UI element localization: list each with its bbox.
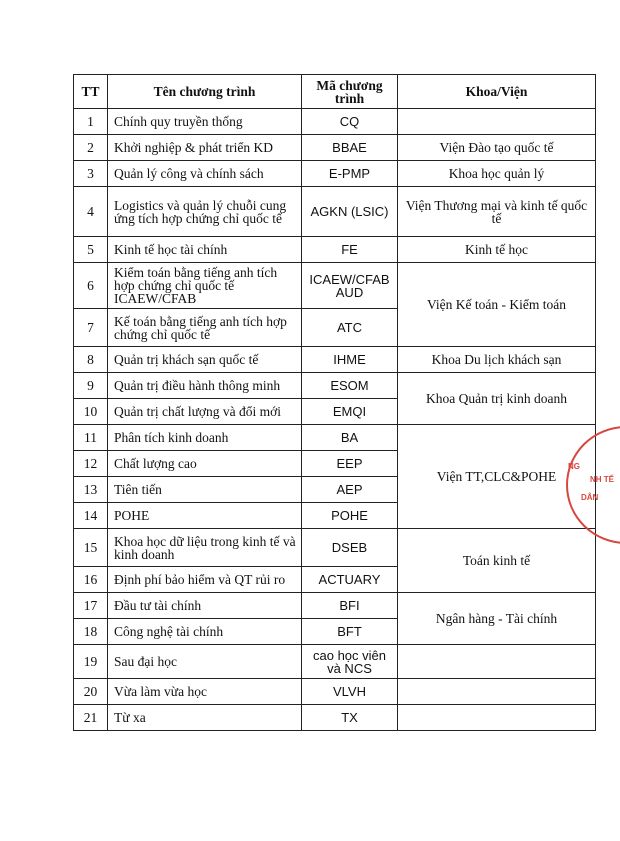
row-number: 5 bbox=[74, 237, 108, 263]
program-name: Kiểm toán bằng tiếng anh tích hợp chứng chỉ quốc tế ICAEW/CFAB bbox=[108, 263, 302, 309]
header-faculty: Khoa/Viện bbox=[398, 75, 596, 109]
program-code: ACTUARY bbox=[302, 567, 398, 593]
stamp-text: NG bbox=[568, 462, 580, 471]
row-number: 19 bbox=[74, 645, 108, 679]
faculty-name: Khoa Du lịch khách sạn bbox=[398, 347, 596, 373]
program-name: Phân tích kinh doanh bbox=[108, 425, 302, 451]
program-name: Khoa học dữ liệu trong kinh tế và kinh doanh bbox=[108, 529, 302, 567]
row-number: 2 bbox=[74, 135, 108, 161]
program-code: VLVH bbox=[302, 679, 398, 705]
table-header-row bbox=[74, 75, 596, 109]
program-code: FE bbox=[302, 237, 398, 263]
program-code: IHME bbox=[302, 347, 398, 373]
table-row bbox=[74, 373, 596, 399]
program-code: BBAE bbox=[302, 135, 398, 161]
program-code: BA bbox=[302, 425, 398, 451]
program-code: EEP bbox=[302, 451, 398, 477]
faculty-name: Viện Đào tạo quốc tế bbox=[398, 135, 596, 161]
program-code: cao học viên và NCS bbox=[302, 645, 398, 679]
faculty-name bbox=[398, 645, 596, 679]
program-name: Quản trị khách sạn quốc tế bbox=[108, 347, 302, 373]
program-name: Vừa làm vừa học bbox=[108, 679, 302, 705]
table-row bbox=[74, 161, 596, 187]
table-row bbox=[74, 593, 596, 619]
row-number: 13 bbox=[74, 477, 108, 503]
program-name: Đầu tư tài chính bbox=[108, 593, 302, 619]
program-name: Quản lý công và chính sách bbox=[108, 161, 302, 187]
program-name: POHE bbox=[108, 503, 302, 529]
program-name: Khởi nghiệp & phát triển KD bbox=[108, 135, 302, 161]
table-row bbox=[74, 705, 596, 731]
table-row bbox=[74, 237, 596, 263]
row-number: 9 bbox=[74, 373, 108, 399]
row-number: 21 bbox=[74, 705, 108, 731]
faculty-name: Viện TT,CLC&POHE bbox=[398, 425, 596, 529]
program-code: AEP bbox=[302, 477, 398, 503]
table-row bbox=[74, 135, 596, 161]
program-name: Chất lượng cao bbox=[108, 451, 302, 477]
table-row bbox=[74, 109, 596, 135]
header-tt: TT bbox=[74, 75, 108, 109]
program-code: DSEB bbox=[302, 529, 398, 567]
program-name: Kinh tế học tài chính bbox=[108, 237, 302, 263]
program-name: Công nghệ tài chính bbox=[108, 619, 302, 645]
row-number: 16 bbox=[74, 567, 108, 593]
row-number: 7 bbox=[74, 309, 108, 347]
faculty-name bbox=[398, 109, 596, 135]
row-number: 14 bbox=[74, 503, 108, 529]
row-number: 3 bbox=[74, 161, 108, 187]
program-name: Sau đại học bbox=[108, 645, 302, 679]
faculty-name: Kinh tế học bbox=[398, 237, 596, 263]
faculty-name: Viện Thương mại và kinh tế quốc tế bbox=[398, 187, 596, 237]
header-code: Mã chương trình bbox=[302, 75, 398, 109]
stamp-text: NH TẾ bbox=[590, 475, 614, 484]
program-name: Định phí bảo hiểm và QT rủi ro bbox=[108, 567, 302, 593]
program-name: Từ xa bbox=[108, 705, 302, 731]
stamp-text: DÂN bbox=[581, 493, 599, 502]
table-row bbox=[74, 263, 596, 309]
program-name: Quản trị điều hành thông minh bbox=[108, 373, 302, 399]
faculty-name: Khoa Quản trị kinh doanh bbox=[398, 373, 596, 425]
row-number: 8 bbox=[74, 347, 108, 373]
program-code: E-PMP bbox=[302, 161, 398, 187]
table-row bbox=[74, 187, 596, 237]
row-number: 1 bbox=[74, 109, 108, 135]
program-code: POHE bbox=[302, 503, 398, 529]
faculty-name: Ngân hàng - Tài chính bbox=[398, 593, 596, 645]
faculty-name: Viện Kế toán - Kiểm toán bbox=[398, 263, 596, 347]
program-code: BFI bbox=[302, 593, 398, 619]
row-number: 20 bbox=[74, 679, 108, 705]
program-name: Tiên tiến bbox=[108, 477, 302, 503]
program-name: Kế toán bằng tiếng anh tích hợp chứng chỉ quốc tế bbox=[108, 309, 302, 347]
program-code: BFT bbox=[302, 619, 398, 645]
program-code: AGKN (LSIC) bbox=[302, 187, 398, 237]
program-code: ATC bbox=[302, 309, 398, 347]
faculty-name: Khoa học quản lý bbox=[398, 161, 596, 187]
program-code: ESOM bbox=[302, 373, 398, 399]
program-code: ICAEW/CFAB AUD bbox=[302, 263, 398, 309]
table-row bbox=[74, 529, 596, 567]
program-code: CQ bbox=[302, 109, 398, 135]
header-name: Tên chương trình bbox=[108, 75, 302, 109]
table-row bbox=[74, 425, 596, 451]
row-number: 10 bbox=[74, 399, 108, 425]
program-name: Quản trị chất lượng và đổi mới bbox=[108, 399, 302, 425]
row-number: 11 bbox=[74, 425, 108, 451]
faculty-name: Toán kinh tế bbox=[398, 529, 596, 593]
row-number: 18 bbox=[74, 619, 108, 645]
program-code: EMQI bbox=[302, 399, 398, 425]
program-table bbox=[73, 74, 599, 731]
row-number: 17 bbox=[74, 593, 108, 619]
program-name: Chính quy truyền thống bbox=[108, 109, 302, 135]
table-row bbox=[74, 645, 596, 679]
table-row bbox=[74, 347, 596, 373]
row-number: 6 bbox=[74, 263, 108, 309]
program-name: Logistics và quản lý chuỗi cung ứng tích hợp chứng chỉ quốc tế bbox=[108, 187, 302, 237]
faculty-name bbox=[398, 679, 596, 705]
program-code: TX bbox=[302, 705, 398, 731]
faculty-name bbox=[398, 705, 596, 731]
table-row bbox=[74, 679, 596, 705]
row-number: 15 bbox=[74, 529, 108, 567]
row-number: 12 bbox=[74, 451, 108, 477]
row-number: 4 bbox=[74, 187, 108, 237]
